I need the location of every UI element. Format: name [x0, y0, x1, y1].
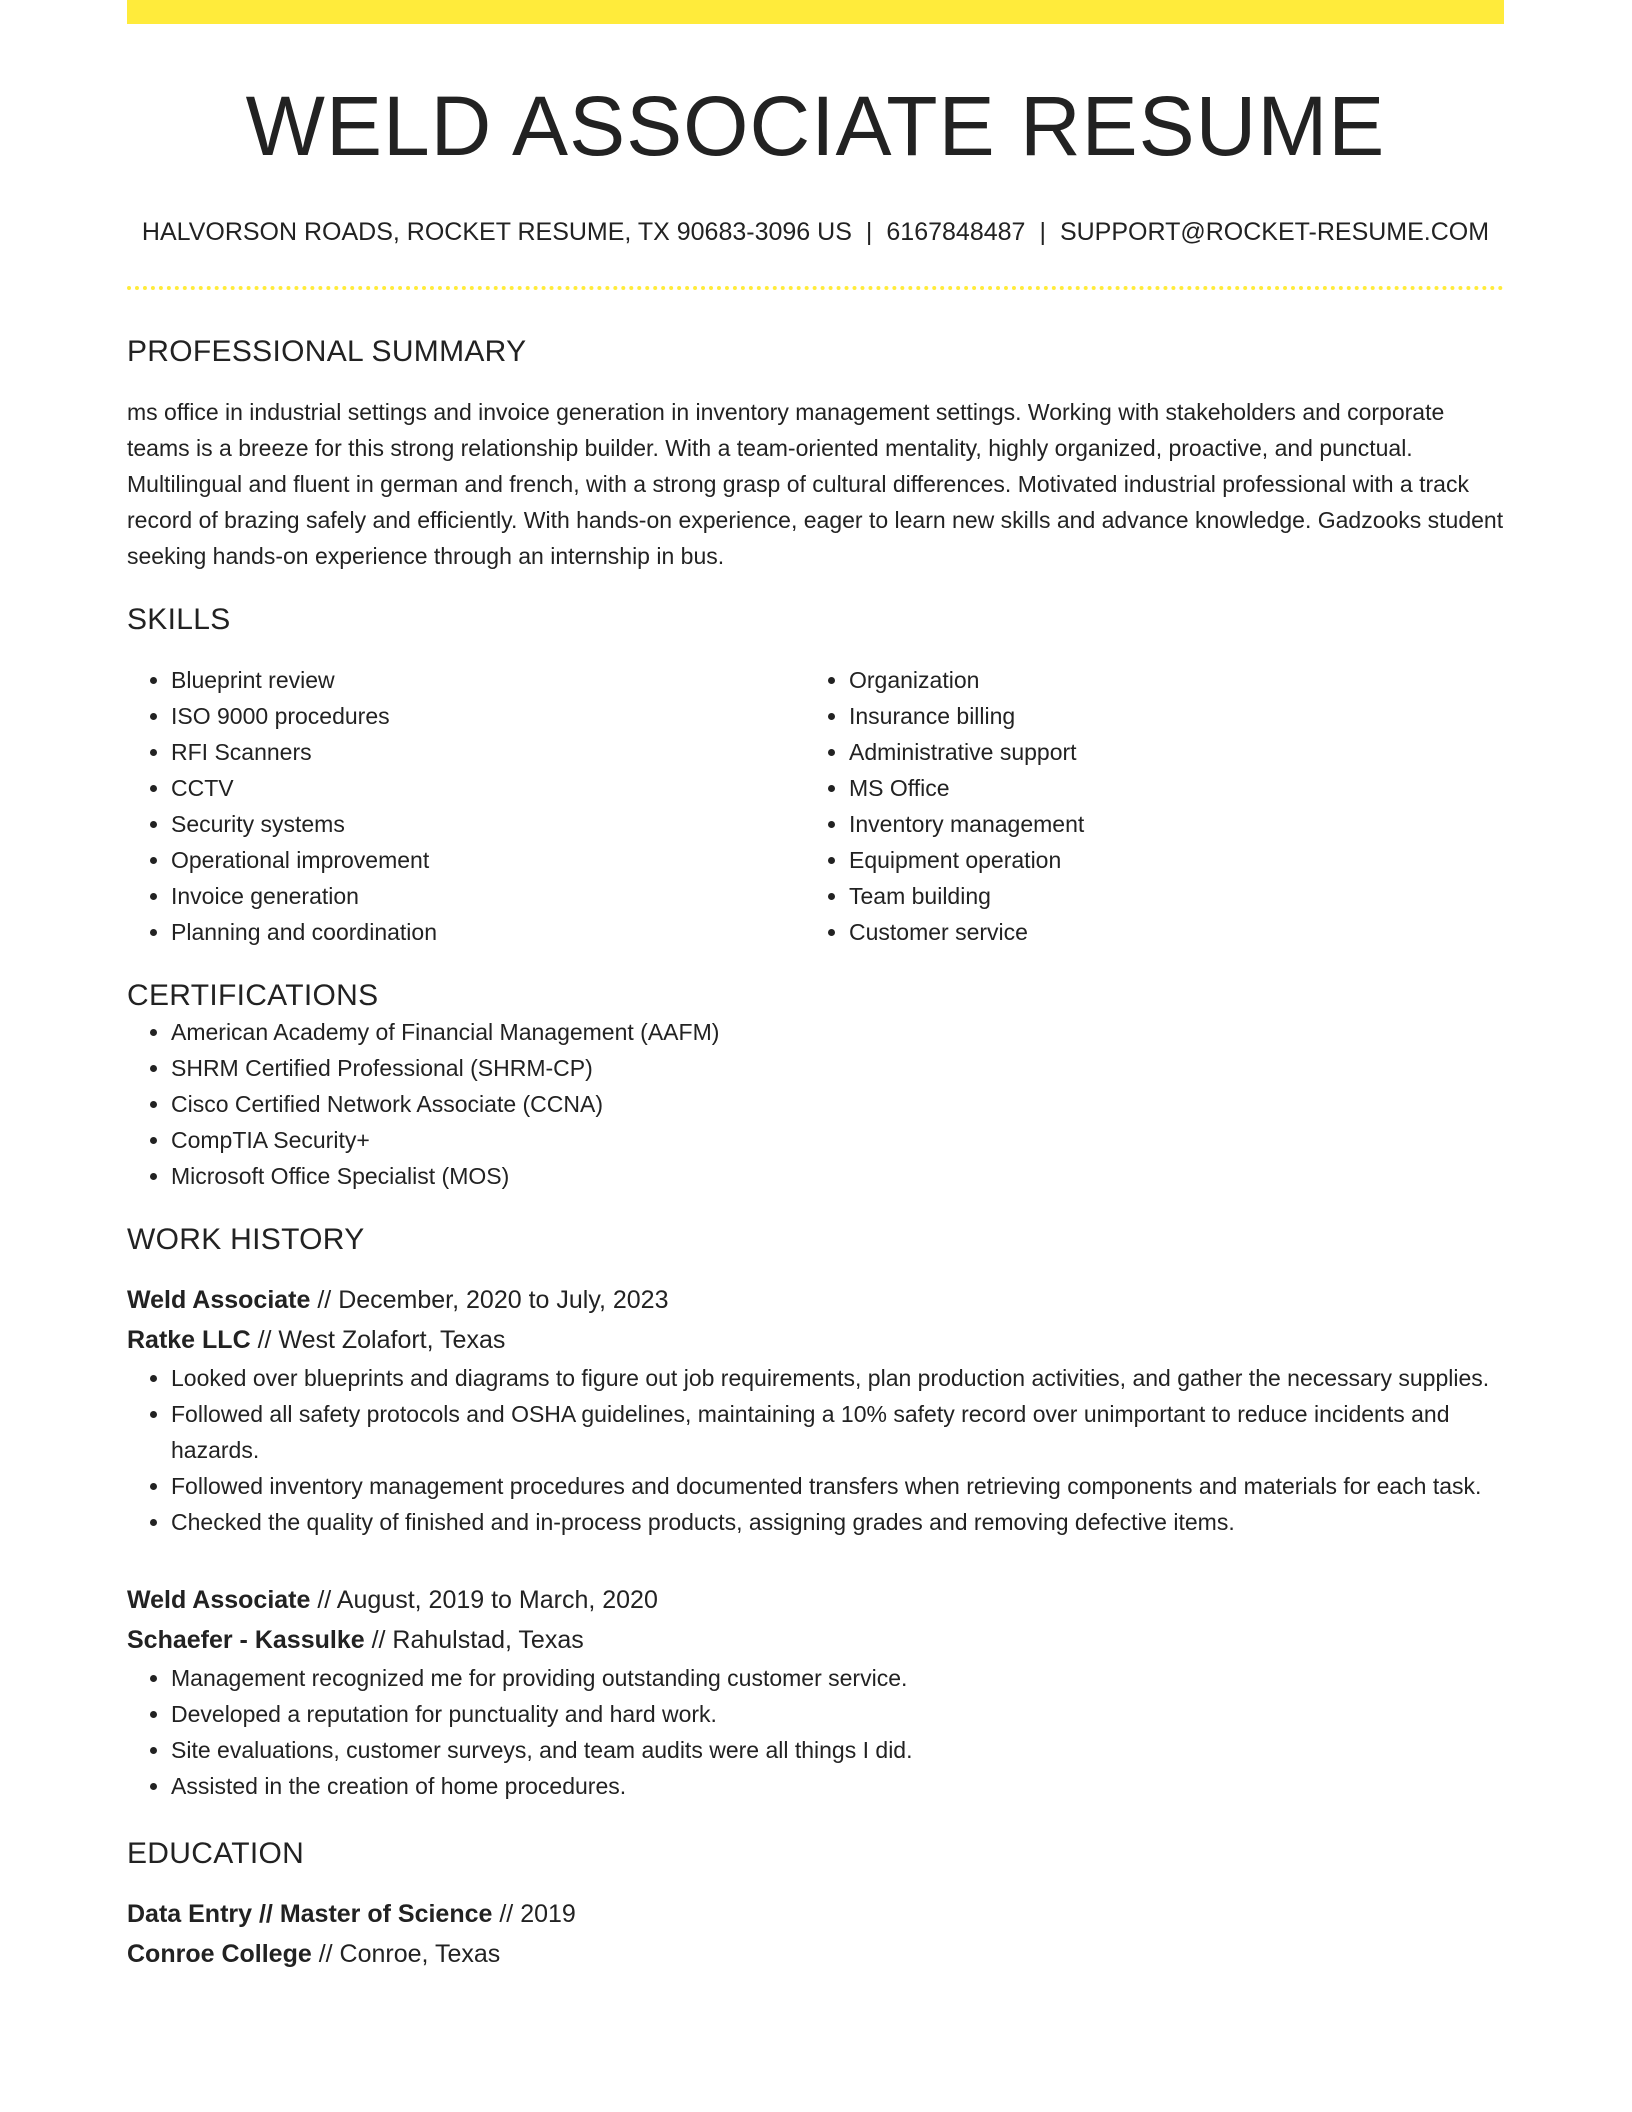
job-location: // West Zolafort, Texas [250, 1326, 506, 1354]
summary-heading: PROFESSIONAL SUMMARY [127, 335, 527, 368]
job-role: Weld Associate [127, 1286, 311, 1314]
job-company-line [127, 1620, 1504, 1660]
skill-item: • Operational improvement [171, 842, 805, 878]
skills-column-left [127, 662, 805, 950]
job-role: Weld Associate [127, 1586, 311, 1614]
skill-item: • Customer service [849, 914, 1483, 950]
certification-item: • Cisco Certified Network Associate (CCNA) [171, 1086, 1504, 1122]
skill-item: • Blueprint review [171, 662, 805, 698]
contact-email: SUPPORT@ROCKET-RESUME.COM [1059, 218, 1490, 246]
skill-item: • Inventory management [849, 806, 1483, 842]
job-duty-item: • Checked the quality of finished and in-process products, assigning grades and removing defective items. [171, 1504, 1504, 1540]
contact-address: HALVORSON ROADS, ROCKET RESUME, TX 90683-3096 US [141, 218, 852, 246]
job-company: Ratke LLC [127, 1326, 251, 1354]
skill-item: • MS Office [849, 770, 1483, 806]
contact-line [127, 216, 1504, 248]
skills-list-right [805, 662, 1483, 950]
contact-separator: | [865, 218, 873, 246]
job-title-line [127, 1280, 1504, 1320]
skills-column-right [805, 662, 1483, 950]
certifications-heading: CERTIFICATIONS [127, 979, 379, 1012]
education-degree: Data Entry // Master of Science [127, 1900, 493, 1928]
job-duty-item: • Management recognized me for providing outstanding customer service. [171, 1660, 1504, 1696]
job-duty-item: • Followed all safety protocols and OSHA guidelines, maintaining a 10% safety record over unimportant to reduce incidents and hazards. [171, 1396, 1504, 1468]
top-accent-bar [127, 0, 1504, 24]
skill-item: • Insurance billing [849, 698, 1483, 734]
resume-page [127, 0, 1504, 1974]
job-duty-item: • Developed a reputation for punctuality and hard work. [171, 1696, 1504, 1732]
education-location: // Conroe, Texas [311, 1940, 501, 1968]
job-duties-list [127, 1660, 1504, 1804]
skill-item: • Planning and coordination [171, 914, 805, 950]
certification-item: • American Academy of Financial Management (AAFM) [171, 1014, 1504, 1050]
job-duty-item: • Looked over blueprints and diagrams to figure out job requirements, plan production activities, and gather the necessary supplies. [171, 1360, 1504, 1396]
summary-text: ms office in industrial settings and invoice generation in inventory management settings. Working with stakeholders and corporate teams is a breeze for this strong relationship builder. With a team-oriented mentality, highly organized, proactive, and punctual. Multilingual and fluent in german and french, with a strong grasp of cultural differences. Motivated industrial professional with a track record of brazing safely and efficiently. With hands-on experience, eager to learn new skills and advance knowledge. Gadzooks student seeking hands-on experience through an internship in bus. [127, 399, 1504, 569]
job-duty-item: • Followed inventory management procedures and documented transfers when retrieving components and materials for each task. [171, 1468, 1504, 1504]
resume-title: WELD ASSOCIATE RESUME [245, 79, 1386, 173]
certification-item: • SHRM Certified Professional (SHRM-CP) [171, 1050, 1504, 1086]
job-company: Schaefer - Kassulke [127, 1626, 365, 1654]
job-location: // Rahulstad, Texas [364, 1626, 584, 1654]
contact-phone: 6167848487 [886, 218, 1026, 246]
job-company-line [127, 1320, 1504, 1360]
education-school: Conroe College [127, 1940, 312, 1968]
certifications-list [127, 1014, 1504, 1194]
contact-separator: | [1039, 218, 1046, 246]
job-duty-item: • Site evaluations, customer surveys, and team audits were all things I did. [171, 1732, 1504, 1768]
skill-item: • Team building [849, 878, 1483, 914]
job-entry [127, 1280, 1504, 1540]
education-heading: EDUCATION [127, 1837, 305, 1870]
skill-item: • RFI Scanners [171, 734, 805, 770]
job-duties-list [127, 1360, 1504, 1540]
job-duty-item: • Assisted in the creation of home procedures. [171, 1768, 1504, 1804]
certification-item: • Microsoft Office Specialist (MOS) [171, 1158, 1504, 1194]
skill-item: • Security systems [171, 806, 805, 842]
certification-item: • CompTIA Security+ [171, 1122, 1504, 1158]
skill-item: • Equipment operation [849, 842, 1483, 878]
education-degree-line [127, 1894, 1504, 1934]
skill-item: • ISO 9000 procedures [171, 698, 805, 734]
job-dates: // December, 2020 to July, 2023 [310, 1286, 669, 1314]
job-title-line [127, 1580, 1504, 1620]
work-history-heading: WORK HISTORY [127, 1223, 365, 1256]
skills-heading: SKILLS [127, 603, 231, 636]
skill-item: • CCTV [171, 770, 805, 806]
skill-item: • Administrative support [849, 734, 1483, 770]
skills-list-left [127, 662, 805, 950]
skill-item: • Invoice generation [171, 878, 805, 914]
header-divider [127, 286, 1504, 290]
education-year: // 2019 [492, 1900, 576, 1928]
education-school-line [127, 1934, 1504, 1974]
job-dates: // August, 2019 to March, 2020 [310, 1586, 658, 1614]
skill-item: • Organization [849, 662, 1483, 698]
skills-columns [127, 662, 1504, 950]
education-entry [127, 1894, 1504, 1974]
job-entry [127, 1580, 1504, 1804]
